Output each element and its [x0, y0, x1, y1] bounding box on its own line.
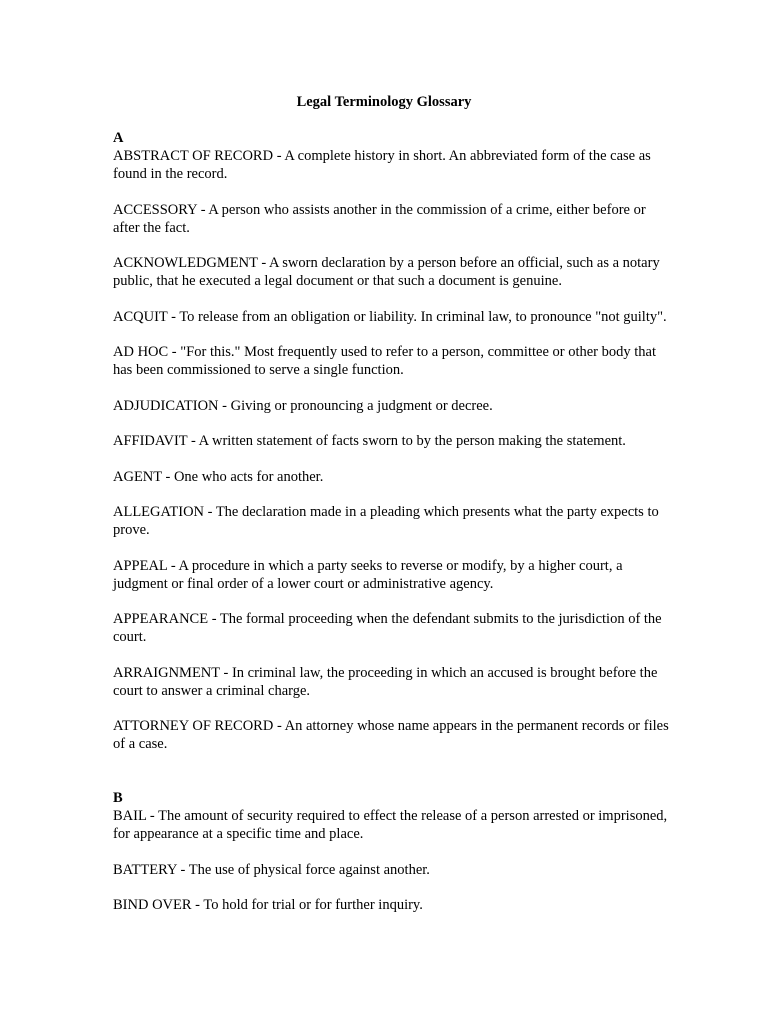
glossary-entry-appeal: APPEAL - A procedure in which a party seeks to reverse or modify, by a higher court, a judgment or final order of a lower court or administrative agency.	[113, 557, 623, 592]
glossary-entry-arraignment: ARRAIGNMENT - In criminal law, the proceeding in which an accused is brought before the court to answer a criminal charge.	[113, 664, 658, 699]
glossary-entry-abstract-of-record: ABSTRACT OF RECORD - A complete history in short. An abbreviated form of the case as found in the record.	[113, 148, 651, 182]
section-letter-b: B	[113, 790, 123, 806]
glossary-entry-acquit: ACQUIT - To release from an obligation or liability. In criminal law, to pronounce "not guilty".	[113, 308, 667, 325]
glossary-entry-accessory: ACCESSORY - A person who assists another in the commission of a crime, either before or after the fact.	[113, 201, 646, 236]
glossary-entry-battery: BATTERY - The use of physical force against another.	[113, 861, 430, 878]
glossary-entry-appearance: APPEARANCE - The formal proceeding when the defendant submits to the jurisdiction of the court.	[113, 611, 662, 645]
glossary-entry-attorney-of-record: ATTORNEY OF RECORD - An attorney whose name appears in the permanent records or files of a case.	[113, 718, 669, 752]
glossary-entry-affidavit: AFFIDAVIT - A written statement of facts sworn to by the person making the statement.	[113, 433, 626, 449]
glossary-entry-ad-hoc: AD HOC - "For this." Most frequently used to refer to a person, committee or other body that has been commissioned to serve a single function.	[113, 344, 656, 378]
glossary-entry-bail: BAIL - The amount of security required to effect the release of a person arrested or imprisoned, for appearance at a specific time and place.	[113, 808, 668, 842]
glossary-entry-bind-over: BIND OVER - To hold for trial or for further inquiry.	[113, 897, 423, 913]
glossary-section-a	[113, 129, 673, 771]
section-letter-a: A	[113, 130, 124, 146]
page-title: Legal Terminology Glossary	[296, 94, 472, 110]
glossary-entry-allegation: ALLEGATION - The declaration made in a pleading which presents what the party expects to prove.	[113, 504, 659, 538]
glossary-entry-adjudication: ADJUDICATION - Giving or pronouncing a judgment or decree.	[113, 397, 493, 414]
glossary-entry-acknowledgment: ACKNOWLEDGMENT - A sworn declaration by a person before an official, such as a notary public, that he executed a legal document or that such a document is genuine.	[113, 255, 660, 289]
glossary-entry-agent: AGENT - One who acts for another.	[113, 468, 324, 485]
glossary-section-b	[113, 789, 673, 932]
